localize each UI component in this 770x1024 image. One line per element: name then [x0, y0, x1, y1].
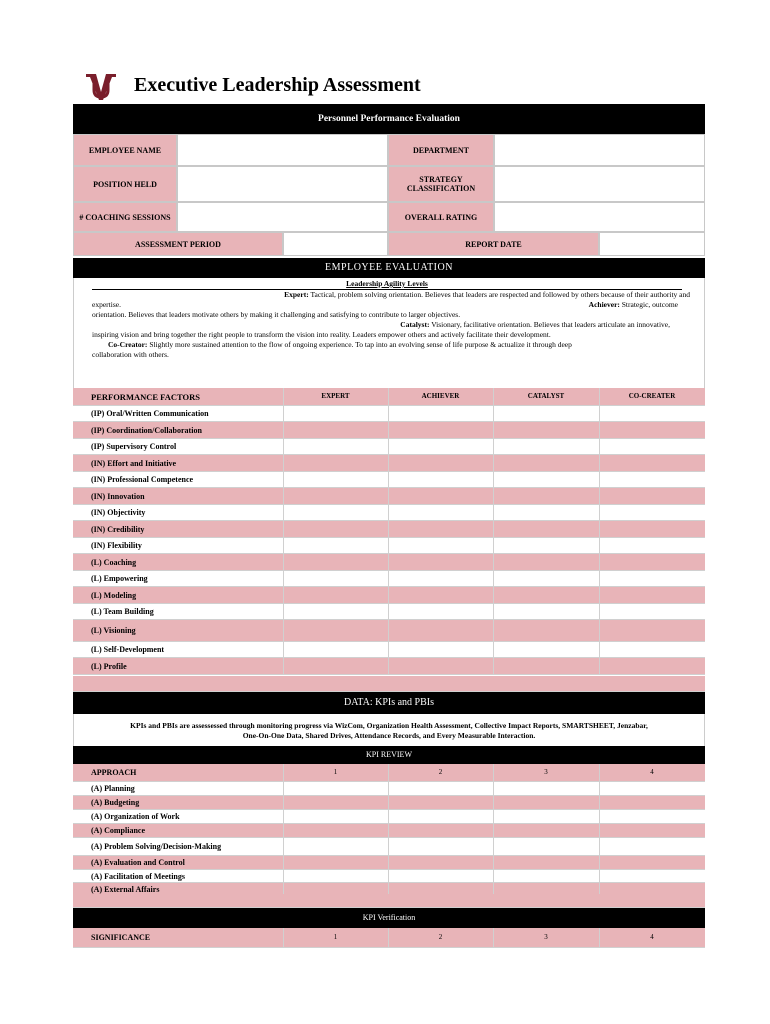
rating-cell[interactable]	[388, 824, 494, 837]
expert-label: Expert:	[284, 290, 309, 299]
rating-cell[interactable]	[599, 796, 706, 809]
rating-cell[interactable]	[388, 604, 494, 619]
factor-row-label: (IN) Credibility	[91, 525, 145, 534]
rating-cell[interactable]	[283, 488, 389, 504]
factor-row-label: (IP) Supervisory Control	[91, 442, 177, 451]
assessment-period-label: ASSESSMENT PERIOD	[73, 232, 283, 256]
rating-cell[interactable]	[388, 620, 494, 641]
rating-cell[interactable]	[283, 455, 389, 471]
factor-row-label: (IN) Effort and Initiative	[91, 459, 177, 468]
scale-4: 4	[650, 768, 654, 776]
rating-cell[interactable]	[599, 810, 706, 823]
factor-row-label: (L) Visioning	[91, 626, 136, 635]
rating-cell[interactable]	[493, 538, 600, 553]
data-description-line1: KPIs and PBIs are assessessed through monitoring progress via WizCom, Organization Health Assessment, Collective Impact Reports, SMARTSHEET, Jenzabar,	[130, 721, 648, 730]
rating-cell[interactable]	[388, 439, 494, 454]
rating-cell[interactable]	[599, 488, 706, 504]
coaching-sessions-field[interactable]	[177, 202, 388, 232]
employee-name-label: EMPLOYEE NAME	[73, 134, 177, 166]
significance-header: SIGNIFICANCE	[91, 933, 151, 942]
rating-cell[interactable]	[388, 521, 494, 537]
rating-cell[interactable]	[493, 658, 600, 674]
sig-scale-3: 3	[544, 933, 548, 941]
factor-row	[73, 488, 705, 505]
assessment-period-field[interactable]	[283, 232, 388, 256]
scale-1: 1	[333, 768, 338, 776]
strategy-classification-label	[388, 166, 494, 202]
rating-cell[interactable]	[388, 406, 494, 421]
rating-cell[interactable]	[388, 472, 494, 487]
personnel-bar: Personnel Performance Evaluation	[73, 104, 705, 134]
rating-cell[interactable]	[599, 856, 706, 869]
rating-cell[interactable]	[493, 870, 600, 882]
employee-name-field[interactable]	[177, 134, 388, 166]
rating-cell[interactable]	[388, 538, 494, 553]
factor-row	[73, 422, 705, 439]
rating-cell[interactable]	[388, 571, 494, 586]
factor-row-label: (IP) Oral/Written Communication	[91, 409, 209, 418]
rating-cell[interactable]	[283, 587, 389, 603]
rating-cell[interactable]	[283, 505, 389, 520]
rating-cell[interactable]	[493, 521, 600, 537]
scale-3: 3	[544, 768, 548, 776]
approach-row-label: (A) Evaluation and Control	[91, 858, 185, 867]
rating-cell[interactable]	[599, 472, 706, 487]
rating-cell[interactable]	[283, 472, 389, 487]
factor-row	[73, 406, 705, 422]
strategy-label-line2: CLASSIFICATION	[406, 184, 476, 193]
rating-cell[interactable]	[493, 422, 600, 438]
rating-cell[interactable]	[599, 439, 706, 454]
approach-row-label: (A) Organization of Work	[91, 812, 180, 821]
factor-row-label: (L) Profile	[91, 662, 127, 671]
rating-cell[interactable]	[493, 838, 600, 855]
approach-row-label: (A) Budgeting	[91, 798, 140, 807]
expert-text: Tactical, problem solving orientation. Believes that leaders are respected and followed by others because of their authority and	[310, 290, 690, 299]
achiever-column-header: ACHIEVER	[421, 392, 460, 400]
approach-row	[73, 838, 705, 856]
position-held-label: POSITION HELD	[73, 166, 177, 202]
approach-header-row	[73, 764, 705, 782]
department-label: DEPARTMENT	[388, 134, 494, 166]
rating-cell[interactable]	[599, 824, 706, 837]
rating-cell[interactable]	[388, 587, 494, 603]
rating-cell[interactable]	[599, 642, 706, 657]
rating-cell[interactable]	[283, 658, 389, 674]
overall-rating-label: OVERALL RATING	[388, 202, 494, 232]
factor-row	[73, 604, 705, 620]
rating-cell[interactable]	[493, 856, 600, 869]
approach-row	[73, 856, 705, 870]
factor-row	[73, 472, 705, 488]
approach-row-label: (A) Facilitation of Meetings	[91, 872, 185, 881]
rating-cell[interactable]	[493, 455, 600, 471]
significance-header-row	[73, 928, 705, 948]
factor-row-label: (IP) Coordination/Collaboration	[91, 426, 202, 435]
factor-row	[73, 571, 705, 587]
cocreator-label: Co-Creator:	[108, 340, 148, 349]
employee-evaluation-bar: EMPLOYEE EVALUATION	[73, 258, 705, 278]
rating-cell[interactable]	[599, 782, 706, 795]
rating-cell[interactable]	[493, 824, 600, 837]
rating-cell[interactable]	[283, 604, 389, 619]
factor-row-label: (L) Modeling	[91, 591, 137, 600]
scale-2: 2	[438, 768, 443, 776]
cocreator-line	[108, 340, 688, 350]
factor-row-label: (IN) Innovation	[91, 492, 145, 501]
kpi-verification-bar: KPI Verification	[73, 908, 705, 928]
vu-logo-icon	[84, 70, 118, 104]
rating-cell[interactable]	[283, 439, 389, 454]
rating-cell[interactable]	[388, 554, 494, 570]
rating-cell[interactable]	[388, 782, 494, 795]
rating-cell[interactable]	[493, 472, 600, 487]
position-held-field[interactable]	[177, 166, 388, 202]
rating-cell[interactable]	[599, 406, 706, 421]
rating-cell[interactable]	[283, 870, 389, 882]
rating-cell[interactable]	[599, 571, 706, 586]
factor-row-label: (L) Empowering	[91, 574, 148, 583]
rating-cell[interactable]	[283, 796, 389, 809]
report-date-label: REPORT DATE	[388, 232, 599, 256]
rating-cell[interactable]	[493, 810, 600, 823]
factor-row	[73, 439, 705, 455]
rating-cell[interactable]	[599, 587, 706, 603]
rating-cell[interactable]	[388, 856, 494, 869]
levels-title: Leadership Agility Levels	[346, 279, 428, 288]
coaching-sessions-label: # COACHING SESSIONS	[73, 202, 177, 232]
catalyst-label: Catalyst:	[400, 320, 430, 329]
factor-row-label: (L) Coaching	[91, 558, 137, 567]
approach-row	[73, 782, 705, 796]
rating-cell[interactable]	[283, 782, 389, 795]
rating-cell[interactable]	[388, 505, 494, 520]
factor-row-label: (IN) Flexibility	[91, 541, 142, 550]
spacer-strip	[73, 676, 705, 692]
sig-scale-1: 1	[333, 933, 338, 941]
approach-header: APPROACH	[91, 768, 137, 777]
rating-cell[interactable]	[283, 406, 389, 421]
performance-factors-header: PERFORMANCE FACTORS	[91, 392, 201, 402]
rating-cell[interactable]	[493, 571, 600, 586]
approach-row	[73, 796, 705, 810]
catalyst-column-header: CATALYST	[527, 392, 565, 400]
rating-cell[interactable]	[388, 796, 494, 809]
achiever-text: Strategic, outcome	[621, 300, 678, 309]
rating-cell[interactable]	[283, 521, 389, 537]
approach-row-label: (A) External Affairs	[91, 885, 160, 894]
rating-cell[interactable]	[388, 870, 494, 882]
rating-cell[interactable]	[493, 406, 600, 421]
factor-row-label: (L) Team Building	[91, 607, 154, 616]
rating-cell[interactable]	[599, 521, 706, 537]
rating-cell[interactable]	[283, 824, 389, 837]
catalyst-line	[92, 320, 670, 330]
page-title: Executive Leadership Assessment	[134, 74, 421, 96]
factor-row	[73, 554, 705, 571]
report-date-field[interactable]	[599, 232, 705, 256]
factor-row-label: (IN) Objectivity	[91, 508, 146, 517]
factor-row	[73, 587, 705, 604]
rating-cell[interactable]	[388, 642, 494, 657]
kpi-review-bar: KPI REVIEW	[73, 746, 705, 764]
approach-row-label: (A) Problem Solving/Decision-Making	[91, 842, 222, 851]
rating-cell[interactable]	[388, 455, 494, 471]
rating-cell[interactable]	[388, 658, 494, 674]
catalyst-text: Visionary, facilitative orientation. Believes that leaders articulate an innovative,	[431, 320, 670, 329]
sig-scale-4: 4	[650, 933, 654, 941]
rating-cell[interactable]	[493, 587, 600, 603]
approach-row-label: (A) Planning	[91, 784, 135, 793]
data-description-line2: One-On-One Data, Shared Drives, Attendance Records, and Every Measurable Interaction.	[242, 731, 536, 740]
rating-cell[interactable]	[599, 422, 706, 438]
approach-row	[73, 824, 705, 838]
rating-cell[interactable]	[283, 856, 389, 869]
rating-cell[interactable]	[599, 505, 706, 520]
factor-row	[73, 620, 705, 642]
rating-cell[interactable]	[493, 505, 600, 520]
rating-cell[interactable]	[388, 488, 494, 504]
achiever-label: Achiever:	[588, 300, 620, 309]
rating-cell[interactable]	[493, 488, 600, 504]
factor-row	[73, 505, 705, 521]
rating-cell[interactable]	[388, 810, 494, 823]
approach-row	[73, 870, 705, 883]
rating-cell[interactable]	[599, 658, 706, 674]
spacer-strip-2	[73, 894, 705, 908]
factor-row-label: (IN) Professional Competence	[91, 475, 194, 484]
rating-cell[interactable]	[283, 642, 389, 657]
cocreater-column-header: CO-CREATER	[628, 392, 676, 400]
department-field[interactable]	[494, 134, 705, 166]
rating-cell[interactable]	[493, 782, 600, 795]
rating-cell[interactable]	[493, 554, 600, 570]
rating-cell[interactable]	[283, 620, 389, 641]
approach-row-label: (A) Compliance	[91, 826, 145, 835]
rating-cell[interactable]	[388, 838, 494, 855]
data-bar: DATA: KPIs and PBIs	[73, 692, 705, 714]
rating-cell[interactable]	[599, 538, 706, 553]
factor-row	[73, 521, 705, 538]
rating-cell[interactable]	[599, 455, 706, 471]
achiever-line	[400, 300, 678, 310]
expert-column-header: EXPERT	[321, 392, 350, 400]
strategy-label-line1: STRATEGY	[419, 175, 463, 184]
rating-cell[interactable]	[283, 810, 389, 823]
sig-scale-2: 2	[438, 933, 443, 941]
rating-cell[interactable]	[599, 838, 706, 855]
catalyst-line2: inspiring vision and bring together the right people to transform the vision into reality. Leaders empower others and actively facilitate their development.	[92, 330, 551, 339]
performance-header-row	[73, 388, 705, 406]
rating-cell[interactable]	[493, 796, 600, 809]
rating-cell[interactable]	[493, 620, 600, 641]
rating-cell[interactable]	[283, 571, 389, 586]
factor-row-label: (L) Self-Development	[91, 645, 165, 654]
achiever-line2: orientation. Believes that leaders motivate others by making it challenging and satisfying to contribute to larger objectives.	[92, 310, 461, 319]
rating-cell[interactable]	[493, 439, 600, 454]
cocreator-line2: collaboration with others.	[92, 350, 169, 359]
rating-cell[interactable]	[283, 538, 389, 553]
rating-cell[interactable]	[493, 642, 600, 657]
rating-cell[interactable]	[599, 620, 706, 641]
rating-cell[interactable]	[599, 870, 706, 882]
rating-cell[interactable]	[599, 554, 706, 570]
rating-cell[interactable]	[283, 554, 389, 570]
strategy-field[interactable]	[494, 166, 705, 202]
overall-rating-field[interactable]	[494, 202, 705, 232]
factor-row	[73, 642, 705, 658]
rating-cell[interactable]	[388, 422, 494, 438]
expert-line2: expertise.	[92, 300, 121, 309]
rating-cell[interactable]	[283, 838, 389, 855]
rating-cell[interactable]	[283, 422, 389, 438]
rating-cell[interactable]	[599, 604, 706, 619]
factor-row	[73, 455, 705, 472]
cocreator-text: Slightly more sustained attention to the flow of ongoing experience. To tap into an evolving sense of life purpose & actualize it through deep	[149, 340, 572, 349]
factor-row	[73, 538, 705, 554]
approach-row	[73, 810, 705, 824]
factor-row	[73, 658, 705, 675]
expert-line	[92, 290, 690, 300]
rating-cell[interactable]	[493, 604, 600, 619]
